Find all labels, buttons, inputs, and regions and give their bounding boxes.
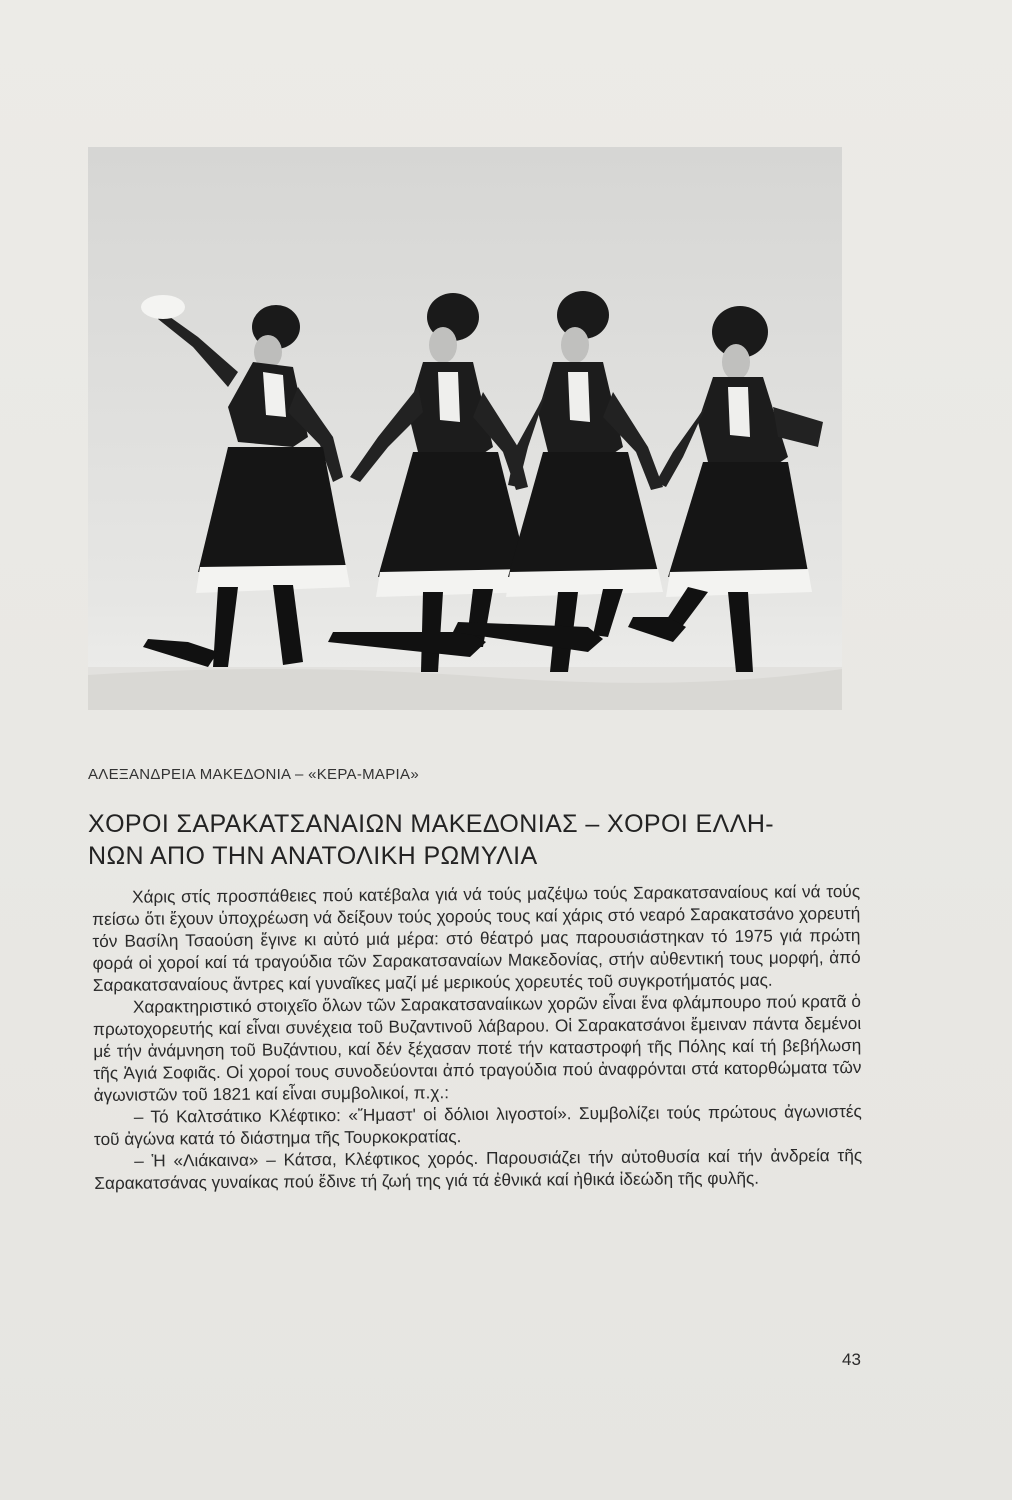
paragraph-1: Χάρις στίς προσπάθειες πού κατέβαλα γιά νά τούς μαζέψω τούς Σαρακατσαναίους καί νά τούς πείσω ὅτι ἔχουν ὑποχρέωση νά δείξουν τούς χορούς τους καί χάρις στό νεαρό Σαρακατσάνο χορευτή τόν Βασίλη Τσαούση ἔγινε κι αὐτό μιά μέρα: στό θέατρό μας παρουσιάστηκαν τό 1975 γιά πρώτη φορά οἱ χοροί καί τά τραγούδια τῶν Σαρακατσαναίων Μακεδονίας, στήν αὐθεντική τους μορφή, ἀπό Σαρακατσαναίους ἄντρες καί γυναῖκες μαζί μέ μερικούς χορευτές τοῦ συγκροτήματός μας.	[92, 880, 861, 995]
paragraph-2: Χαρακτηριστικό στοιχεῖο ὅλων τῶν Σαρακατσαναίικων χορῶν εἶναι ἕνα φλάμπουρο πού κρατᾶ ὁ πρωτοχορευτής καί εἶναι συνέχεια τοῦ Βυζαντινοῦ λάβαρου. Οἱ Σαρακατσάνοι ἔμειναν πάντα δεμένοι μέ τήν ἀνάμνηση τοῦ Βυζάντιου, καί δέν ξέχασαν ποτέ τήν καταστροφή τῆς Πόλης καί τή βεβήλωση τῆς Ἁγιά Σοφιᾶς. Οἱ χοροί τους συνοδεύονται ἀπό τραγούδια πού ἀναφρόνται στά κατορθώματα τῶν ἀγωνιστῶν τοῦ 1821 καί εἶναι συμβολικοί, π.χ.:	[93, 990, 862, 1105]
dancers-photograph	[88, 147, 842, 710]
folk-dancers-photo-icon	[88, 147, 842, 710]
page-number: 43	[842, 1350, 861, 1369]
paragraph-4: – Ἡ «Λιάκαινα» – Κάτσα, Κλέφτικος χορός. Παρουσιάζει τήν αὐτοθυσία καί τήν ἀνδρεία τῆς Σαρακατσάνας γυναίκας πού ἔδινε τή ζωή της γιά τά ἐθνικά καί ἠθικά ἰδεώδη τῆς φυλῆς.	[94, 1144, 863, 1193]
photo-caption: ΑΛΕΞΑΝΔΡΕΙΑ ΜΑΚΕΔΟΝΙΑ – «ΚΕΡΑ-ΜΑΡΙΑ»	[88, 766, 419, 783]
paragraph-3: – Τό Καλτσάτικο Κλέφτικο: «Ἤμαστ' οἱ δόλιοι λιγοστοί». Συμβολίζει τούς πρώτους ἀγωνιστές τοῦ ἀγώνα κατά τό διάστημα τῆς Τουρκοκρατίας.	[93, 1100, 862, 1149]
heading-line-2: ΝΩΝ ΑΠΟ ΤΗΝ ΑΝΑΤΟΛΙΚΗ ΡΩΜΥΛΙΑ	[88, 842, 538, 870]
section-heading	[88, 808, 868, 872]
body-text	[92, 880, 862, 1194]
heading-line-1: ΧΟΡΟΙ ΣΑΡΑΚΑΤΣΑΝΑΙΩΝ ΜΑΚΕΔΟΝΙΑΣ – ΧΟΡΟΙ ΕΛΛΗ-	[88, 810, 774, 838]
